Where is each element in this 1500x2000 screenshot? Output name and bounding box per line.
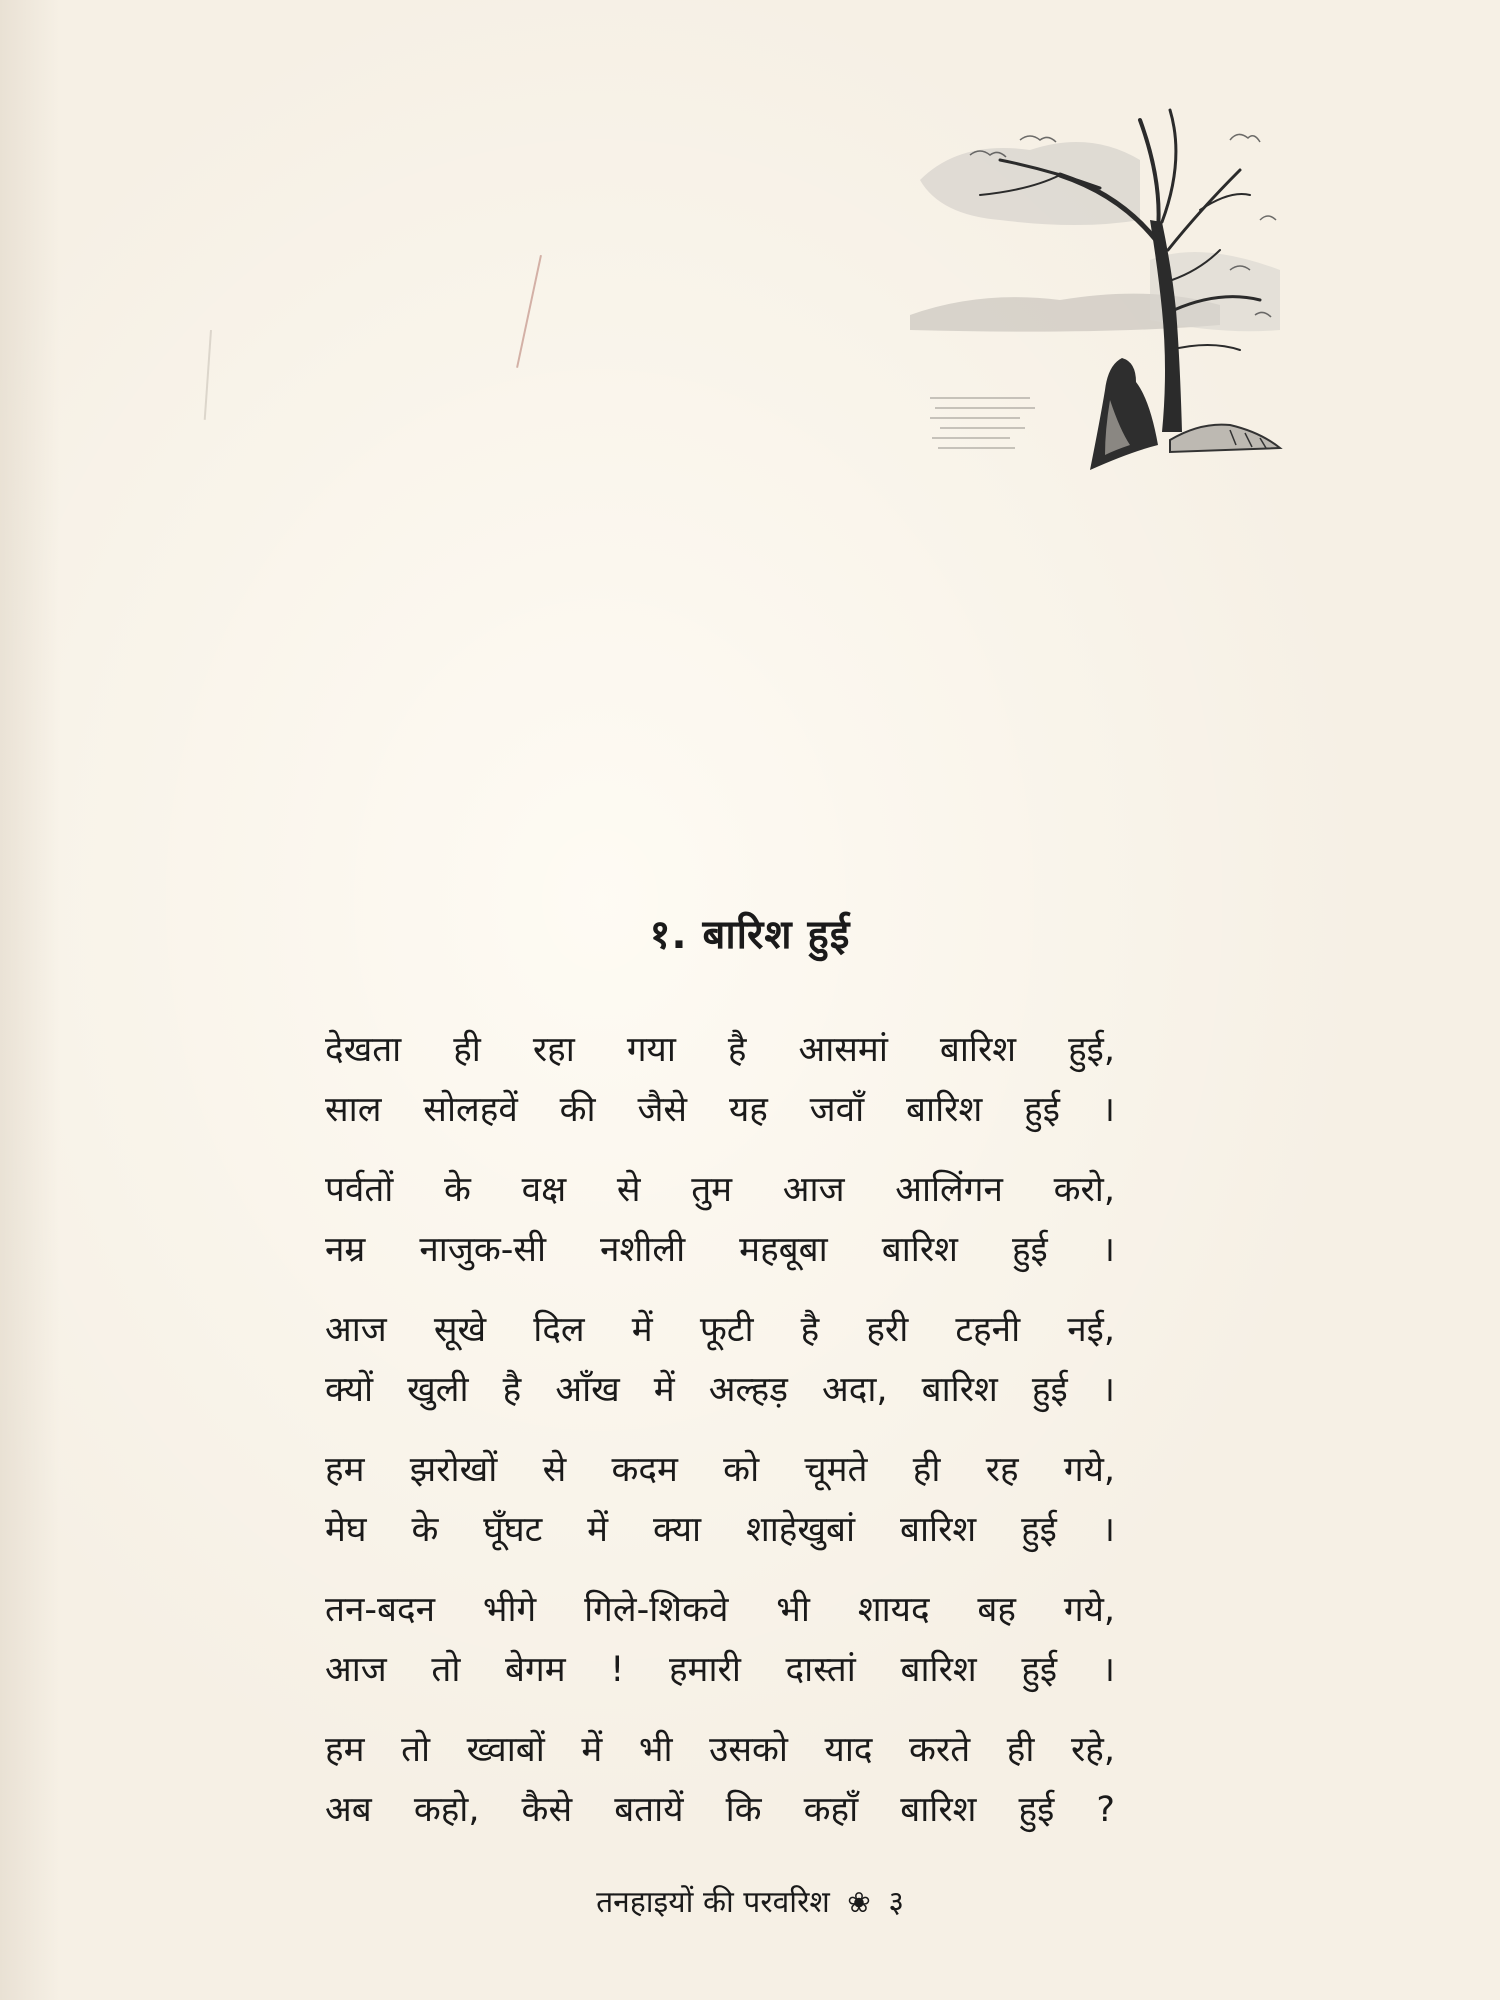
stanza (325, 1720, 1115, 1840)
stanza (325, 1160, 1115, 1280)
page-footer (0, 1880, 1500, 1921)
pencil-mark (204, 330, 212, 420)
poem-line: पर्वतों के वक्ष से तुम आज आलिंगन करो, (325, 1170, 1115, 1210)
poem-body (325, 1020, 1115, 1860)
poem-line: नम्र नाजुक-सी नशीली महबूबा बारिश हुई । (325, 1230, 1115, 1270)
poem-line: साल सोलहवें की जैसे यह जवाँ बारिश हुई । (325, 1090, 1115, 1130)
poem-line: क्यों खुली है आँख में अल्हड़ अदा, बारिश हुई । (325, 1370, 1115, 1410)
page-edge-shadow (0, 0, 60, 2000)
pencil-mark (516, 255, 542, 368)
stanza (325, 1440, 1115, 1560)
stanza (325, 1300, 1115, 1420)
footer-book-title: तनहाइयों की परवरिश (596, 1885, 830, 1920)
tree-and-cloaked-figure-illustration (900, 100, 1300, 500)
poem-line: तन-बदन भीगे गिले-शिकवे भी शायद बह गये, (325, 1590, 1115, 1630)
poem-line: आज सूखे दिल में फूटी है हरी टहनी नई, (325, 1310, 1115, 1350)
page-number: ३ (888, 1885, 904, 1920)
stanza (325, 1580, 1115, 1700)
poem-line: हम झरोखों से कदम को चूमते ही रह गये, (325, 1450, 1115, 1490)
stanza (325, 1020, 1115, 1140)
flower-ornament-icon: ❀ (847, 1886, 871, 1919)
poem-line: मेघ के घूँघट में क्या शाहेखुबां बारिश हुई । (325, 1510, 1115, 1550)
poem-title: १. बारिश हुई (649, 912, 851, 958)
poem-line: आज तो बेगम ! हमारी दास्तां बारिश हुई । (325, 1650, 1115, 1690)
poem-line: हम तो ख्वाबों में भी उसको याद करते ही रहे, (325, 1730, 1115, 1770)
poem-line: अब कहो, कैसे बतायें कि कहाँ बारिश हुई ? (325, 1790, 1115, 1830)
poem-line: देखता ही रहा गया है आसमां बारिश हुई, (325, 1030, 1115, 1070)
